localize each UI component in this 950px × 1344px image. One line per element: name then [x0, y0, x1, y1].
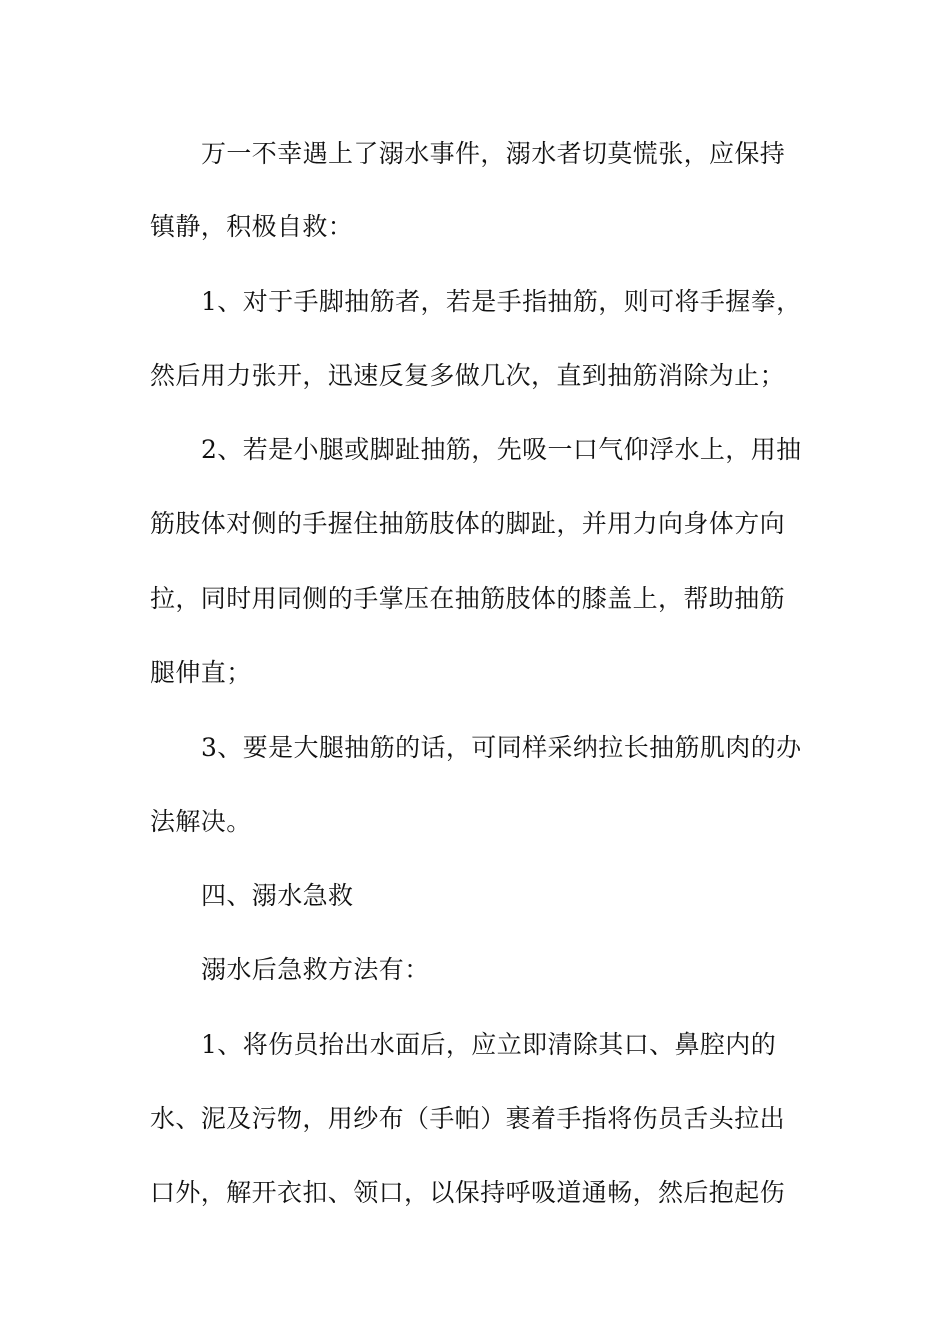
text-line: 万一不幸遇上了溺水事件，溺水者切莫慌张，应保持	[201, 139, 786, 168]
text-line: 腿伸直；	[150, 658, 252, 687]
text-line: 镇静，积极自救：	[150, 212, 354, 241]
text-line: 2、若是小腿或脚趾抽筋，先吸一口气仰浮水上，用抽	[201, 435, 802, 464]
text-line: 溺水后急救方法有：	[201, 955, 430, 984]
text-line: 筋肢体对侧的手握住抽筋肢体的脚趾，并用力向身体方向	[150, 509, 786, 538]
text-line: 3、要是大腿抽筋的话，可同样采纳拉长抽筋肌肉的办	[201, 733, 802, 762]
text-line: 拉，同时用同侧的手掌压在抽筋肢体的膝盖上，帮助抽筋	[150, 584, 786, 613]
text-line: 法解决。	[150, 807, 252, 836]
text-line: 然后用力张开，迅速反复多做几次，直到抽筋消除为止；	[150, 361, 786, 390]
section-heading: 四、溺水急救	[201, 881, 354, 910]
text-line: 水、泥及污物，用纱布（手帕）裹着手指将伤员舌头拉出	[150, 1104, 786, 1133]
text-line: 1、对于手脚抽筋者，若是手指抽筋，则可将手握拳，	[201, 287, 802, 316]
text-line: 口外，解开衣扣、领口，以保持呼吸道通畅，然后抱起伤	[150, 1178, 786, 1207]
text-line: 1、将伤员抬出水面后，应立即清除其口、鼻腔内的	[201, 1030, 777, 1059]
